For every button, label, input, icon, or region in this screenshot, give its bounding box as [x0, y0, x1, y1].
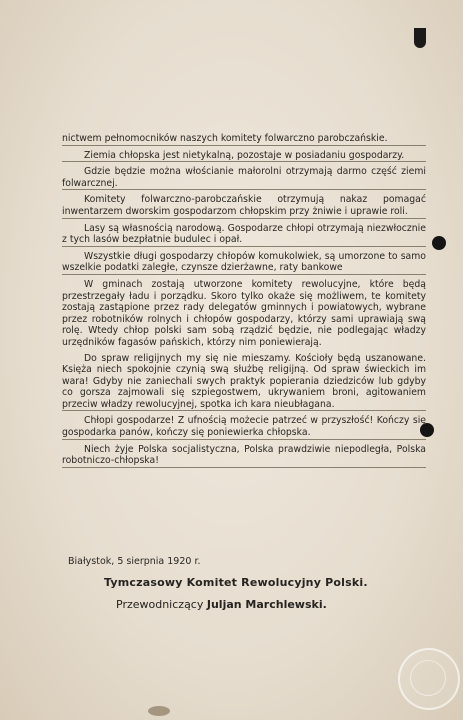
chair-name: Juljan Marchlewski. — [206, 598, 327, 611]
paragraph: Ziemia chłopska jest nietykalną, pozostaje w posiadaniu gospodarzy. — [62, 150, 426, 163]
body-text — [62, 133, 426, 472]
chair-title: Przewodniczący — [116, 598, 204, 611]
signature-committee: Tymczasowy Komitet Rewolucyjny Polski. — [104, 576, 368, 589]
paragraph: Wszystkie długi gospodarzy chłopów komukolwiek, są umorzone to samo wszelkie podatki zaległe, czynsze dzierżawne, raty bankowe — [62, 250, 426, 274]
paragraph: nictwem pełnomocników naszych komitety folwarczno parobczańskie. — [62, 133, 426, 146]
paragraph: Niech żyje Polska socjalistyczna, Polska prawdziwie niepodległa, Polska robotniczo-chłopska! — [62, 443, 426, 467]
paragraph: Lasy są własnością narodową. Gospodarze chłopi otrzymają niezwłocznie z tych lasów bezpłatnie budulec i opał. — [62, 222, 426, 246]
paragraph: W gminach zostają utworzone komitety rewolucyjne, które będą przestrzegały ładu i porządku. Skoro tylko okaże się możliwem, te komitety zostają zastąpione przez rady delegatów gminnych i powiatowych, wybrane przez robotników rolnych i chłopów gospodarzy, którzy sami uprawiają swą rolę. Wtedy chłop polski sam sobą rządzić będzie, nie podlegając władzy urzędników fagasów pańskich, którzy nim poniewierają. — [62, 278, 426, 348]
signature-chair — [116, 598, 327, 611]
ink-stain — [148, 706, 170, 716]
date-line: Białystok, 5 sierpnia 1920 r. — [68, 556, 201, 567]
paragraph: Chłopi gospodarze! Z ufnością możecie patrzeć w przyszłość! Kończy się gospodarka panów, kończy się poniewierka chłopska. — [62, 415, 426, 439]
paragraph: Do spraw religijnych my się nie mieszamy. Kościoły będą uszanowane. Księża niech spokojnie czynią swą służbę religijną. Od spraw świeckich im wara! Gdyby nie zaniechali swych praktyk popierania dziedziców lub gdyby co gorsza zajmowali się szpiegostwem, ukrywaniem broni, agitowaniem przeciw władzy rewolucyjnej, spotka ich kara nieubłagana. — [62, 352, 426, 410]
punch-hole — [432, 236, 446, 250]
punched-tab — [414, 28, 426, 48]
paragraph: Gdzie będzie można włościanie małorolni otrzymają darmo część ziemi folwarcznej. — [62, 166, 426, 189]
archive-stamp — [398, 648, 460, 710]
paragraph: Komitety folwarczno-parobczańskie otrzymują nakaz pomagać inwentarzem dworskim gospodarzom chłopskim przy żniwie i uprawie roli. — [62, 194, 426, 217]
